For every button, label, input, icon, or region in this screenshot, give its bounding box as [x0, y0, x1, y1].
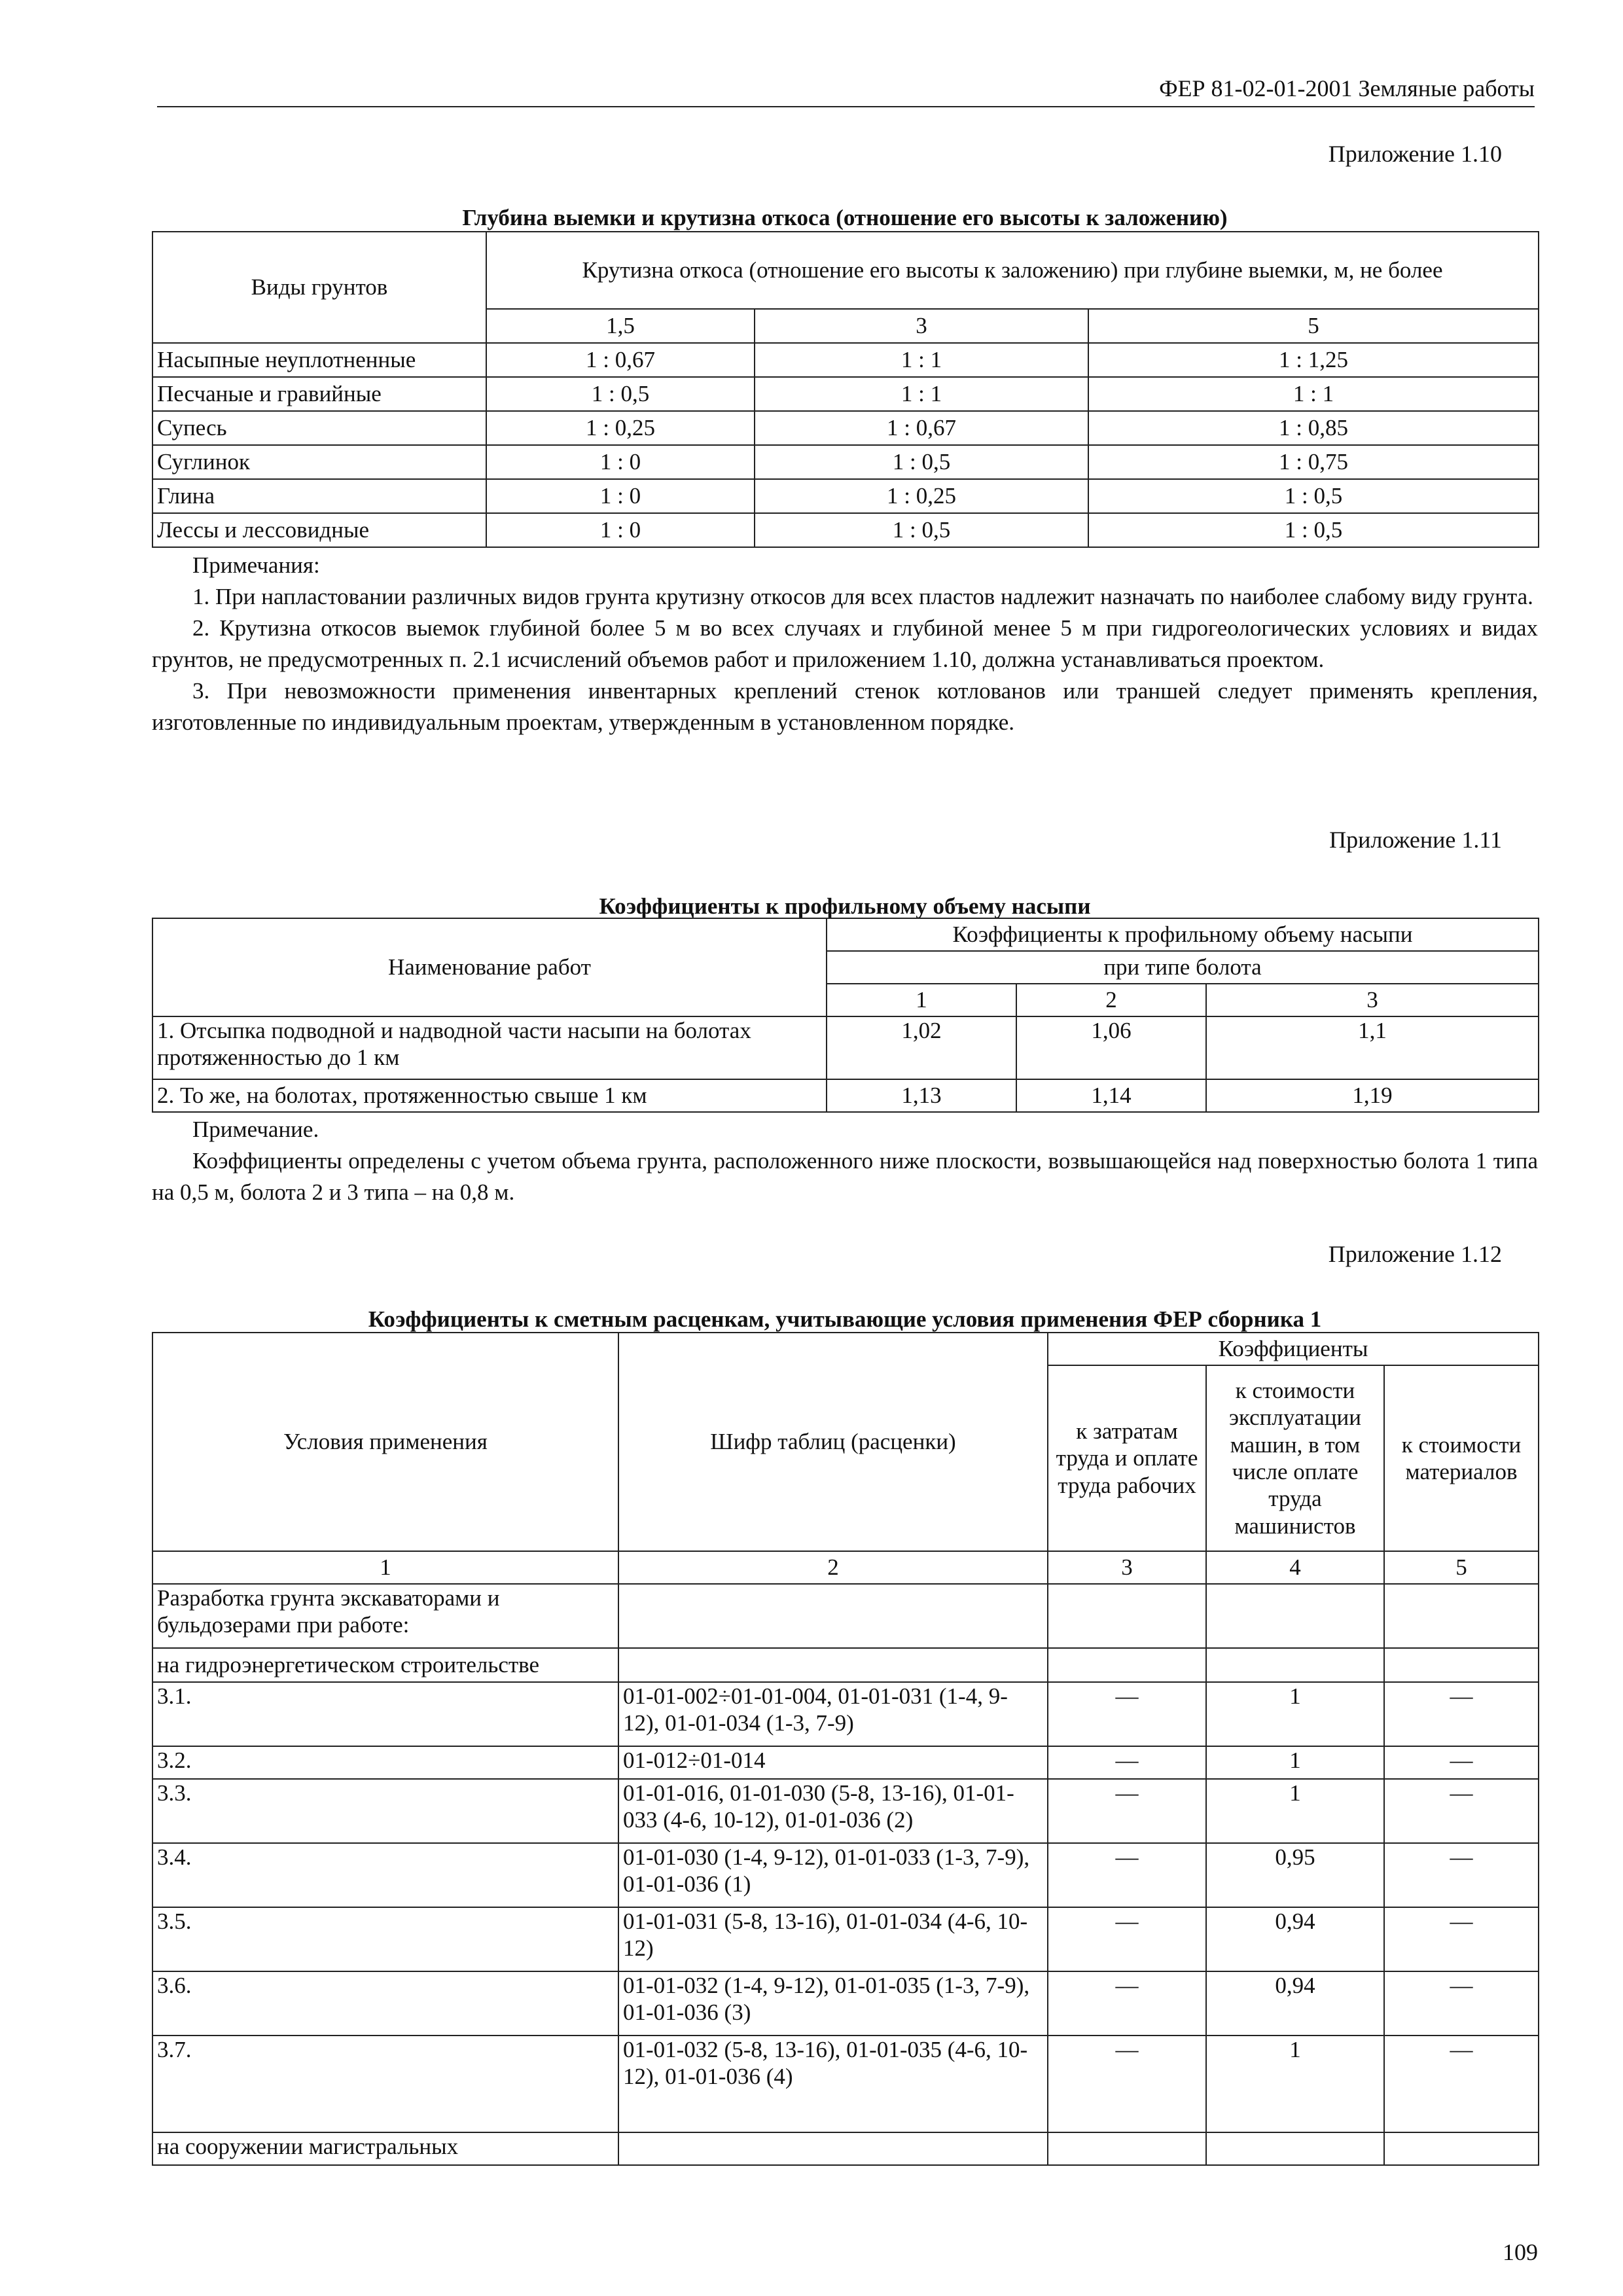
slope-value: 1 : 0,5: [1088, 479, 1539, 513]
column-header-code: Шифр таблиц (расценки): [618, 1333, 1048, 1551]
slope-value: 1 : 0,67: [486, 343, 755, 377]
rate-code: 01-012÷01-014: [618, 1746, 1048, 1779]
coefficient-value: 1,06: [1016, 1016, 1206, 1079]
rate-code: 01-01-016, 01-01-030 (5-8, 13-16), 01-01-033 (4-6, 10-12), 01-01-036 (2): [618, 1779, 1048, 1843]
condition-number: 3.5.: [152, 1907, 618, 1971]
table-row: [152, 1971, 1539, 2036]
labor-coefficient: —: [1048, 1746, 1206, 1779]
column-header-works: Наименование работ: [152, 918, 827, 1016]
machines-coefficient: 0,95: [1206, 1843, 1384, 1907]
slope-value: 1 : 0: [486, 445, 755, 479]
section-title: на сооружении магистральных: [152, 2132, 618, 2165]
table-title-1-11: Коэффициенты к профильному объему насыпи: [599, 893, 1091, 919]
slope-table: [152, 231, 1539, 548]
notes-1-10: [152, 550, 1538, 738]
column-header-labor: к затратам труда и оплате труда рабочих: [1048, 1365, 1206, 1551]
table-title-1-10: Глубина выемки и крутизна откоса (отношение его высоты к заложению): [462, 205, 1228, 230]
rate-code: 01-01-030 (1-4, 9-12), 01-01-033 (1-3, 7-9), 01-01-036 (1): [618, 1843, 1048, 1907]
condition-number: 3.3.: [152, 1779, 618, 1843]
table-row: [152, 479, 1539, 513]
table-row: [152, 1016, 1539, 1079]
table-row: [152, 513, 1539, 547]
notes-title: Примечание.: [192, 1117, 319, 1142]
section-row: [152, 1584, 1539, 1648]
coefficients-table: [152, 1332, 1539, 2166]
table-row: [152, 377, 1539, 411]
slope-value: 1 : 1: [755, 377, 1088, 411]
slope-value: 1 : 0,85: [1088, 411, 1539, 445]
column-header-conditions: Условия применения: [152, 1333, 618, 1551]
column-number: 2: [618, 1551, 1048, 1584]
labor-coefficient: —: [1048, 2036, 1206, 2132]
machines-coefficient: 1: [1206, 1779, 1384, 1843]
table-row: [152, 1779, 1539, 1843]
column-header-machines: к стоимости эксплуатации машин, в том числе оплате труда машинистов: [1206, 1365, 1384, 1551]
condition-number: 3.4.: [152, 1843, 618, 1907]
slope-value: 1 : 0: [486, 479, 755, 513]
rate-code: 01-01-031 (5-8, 13-16), 01-01-034 (4-6, 10-12): [618, 1907, 1048, 1971]
coefficient-value: 1,1: [1206, 1016, 1539, 1079]
slope-value: 1 : 0,5: [755, 513, 1088, 547]
column-header-coefficients: Коэффициенты: [1048, 1333, 1539, 1365]
table-row: [152, 1907, 1539, 1971]
slope-value: 1 : 1,25: [1088, 343, 1539, 377]
labor-coefficient: —: [1048, 1779, 1206, 1843]
slope-value: 1 : 1: [1088, 377, 1539, 411]
machines-coefficient: 1: [1206, 2036, 1384, 2132]
bog-type-header: 1: [827, 984, 1016, 1016]
slope-value: 1 : 0,67: [755, 411, 1088, 445]
section-row: [152, 1648, 1539, 1682]
table-row: [152, 445, 1539, 479]
table-row: [152, 1682, 1539, 1746]
coefficient-value: 1,13: [827, 1079, 1016, 1112]
soil-name: Лессы и лессовидные: [152, 513, 486, 547]
slope-value: 1 : 0,25: [486, 411, 755, 445]
machines-coefficient: 1: [1206, 1682, 1384, 1746]
works-name: 2. То же, на болотах, протяженностью свыше 1 км: [152, 1079, 827, 1112]
soil-name: Суглинок: [152, 445, 486, 479]
column-header-coefficients: Коэффициенты к профильному объему насыпи: [827, 918, 1539, 951]
materials-coefficient: —: [1384, 1682, 1539, 1746]
column-header-materials: к стоимости материалов: [1384, 1365, 1539, 1551]
embankment-table: [152, 918, 1539, 1113]
depth-header: 5: [1088, 309, 1539, 343]
slope-value: 1 : 1: [755, 343, 1088, 377]
soil-name: Насыпные неуплотненные: [152, 343, 486, 377]
column-header-slope: Крутизна откоса (отношение его высоты к заложению) при глубине выемки, м, не более: [486, 232, 1539, 309]
slope-value: 1 : 0,5: [1088, 513, 1539, 547]
table-row: [152, 1746, 1539, 1779]
machines-coefficient: 1: [1206, 1746, 1384, 1779]
materials-coefficient: —: [1384, 1746, 1539, 1779]
note-paragraph: 1. При напластовании различных видов грунта крутизну откосов для всех пластов надлежит назначать по наиболее слабому виду грунта.: [192, 583, 1533, 609]
soil-name: Супесь: [152, 411, 486, 445]
soil-name: Глина: [152, 479, 486, 513]
materials-coefficient: —: [1384, 1907, 1539, 1971]
soil-name: Песчаные и гравийные: [152, 377, 486, 411]
slope-value: 1 : 0,5: [755, 445, 1088, 479]
condition-number: 3.6.: [152, 1971, 618, 2036]
condition-number: 3.1.: [152, 1682, 618, 1746]
column-number: 5: [1384, 1551, 1539, 1584]
rate-code: 01-01-002÷01-01-004, 01-01-031 (1-4, 9-12), 01-01-034 (1-3, 7-9): [618, 1682, 1048, 1746]
slope-value: 1 : 0,75: [1088, 445, 1539, 479]
column-number: 3: [1048, 1551, 1206, 1584]
depth-header: 1,5: [486, 309, 755, 343]
coefficient-value: 1,02: [827, 1016, 1016, 1079]
materials-coefficient: —: [1384, 1779, 1539, 1843]
note-paragraph: Коэффициенты определены с учетом объема грунта, расположенного ниже плоскости, возвышающейся над поверхностью болота 1 типа на 0,5 м, болота 2 и 3 типа – на 0,8 м.: [152, 1147, 1538, 1205]
appendix-label-1-11: Приложение 1.11: [1329, 827, 1502, 853]
machines-coefficient: 0,94: [1206, 1907, 1384, 1971]
materials-coefficient: —: [1384, 2036, 1539, 2132]
coefficient-value: 1,19: [1206, 1079, 1539, 1112]
column-subheader-bog: при типе болота: [827, 951, 1539, 984]
section-title: на гидроэнергетическом строительстве: [152, 1648, 618, 1682]
table-title-1-12: Коэффициенты к сметным расценкам, учитывающие условия применения ФЕР сборника 1: [368, 1306, 1322, 1332]
section-title: Разработка грунта экскаваторами и бульдозерами при работе:: [152, 1584, 618, 1648]
slope-value: 1 : 0: [486, 513, 755, 547]
table-row: [152, 2036, 1539, 2132]
labor-coefficient: —: [1048, 1682, 1206, 1746]
labor-coefficient: —: [1048, 1971, 1206, 2036]
materials-coefficient: —: [1384, 1971, 1539, 2036]
works-name: 1. Отсыпка подводной и надводной части насыпи на болотах протяженностью до 1 км: [152, 1016, 827, 1079]
note-paragraph: 2. Крутизна откосов выемок глубиной более 5 м во всех случаях и глубиной менее 5 м при гидрогеологических условиях и видах грунтов, не предусмотренных п. 2.1 исчислений объемов работ и приложением 1.10, должна устанавливаться проектом.: [152, 615, 1538, 672]
materials-coefficient: —: [1384, 1843, 1539, 1907]
table-row: [152, 343, 1539, 377]
coefficient-value: 1,14: [1016, 1079, 1206, 1112]
appendix-label-1-12: Приложение 1.12: [1328, 1241, 1502, 1267]
table-row: [152, 1079, 1539, 1112]
notes-title: Примечания:: [192, 552, 320, 578]
note-paragraph: 3. При невозможности применения инвентарных креплений стенок котлованов или траншей следует применять крепления, изготовленные по индивидуальным проектам, утвержденным в установленном порядке.: [152, 677, 1538, 735]
table-row: [152, 1843, 1539, 1907]
table-row: [152, 411, 1539, 445]
rate-code: 01-01-032 (1-4, 9-12), 01-01-035 (1-3, 7-9), 01-01-036 (3): [618, 1971, 1048, 2036]
section-row: [152, 2132, 1539, 2165]
running-head: ФЕР 81-02-01-2001 Земляные работы: [157, 75, 1535, 107]
condition-number: 3.2.: [152, 1746, 618, 1779]
page-number: 109: [1503, 2239, 1538, 2265]
labor-coefficient: —: [1048, 1843, 1206, 1907]
depth-header: 3: [755, 309, 1088, 343]
machines-coefficient: 0,94: [1206, 1971, 1384, 2036]
column-number: 4: [1206, 1551, 1384, 1584]
column-header-soil: Виды грунтов: [152, 232, 486, 343]
slope-value: 1 : 0,5: [486, 377, 755, 411]
slope-value: 1 : 0,25: [755, 479, 1088, 513]
condition-number: 3.7.: [152, 2036, 618, 2132]
bog-type-header: 3: [1206, 984, 1539, 1016]
notes-1-11: [152, 1114, 1538, 1208]
labor-coefficient: —: [1048, 1907, 1206, 1971]
bog-type-header: 2: [1016, 984, 1206, 1016]
rate-code: 01-01-032 (5-8, 13-16), 01-01-035 (4-6, 10-12), 01-01-036 (4): [618, 2036, 1048, 2132]
appendix-label-1-10: Приложение 1.10: [1328, 141, 1502, 167]
column-number: 1: [152, 1551, 618, 1584]
